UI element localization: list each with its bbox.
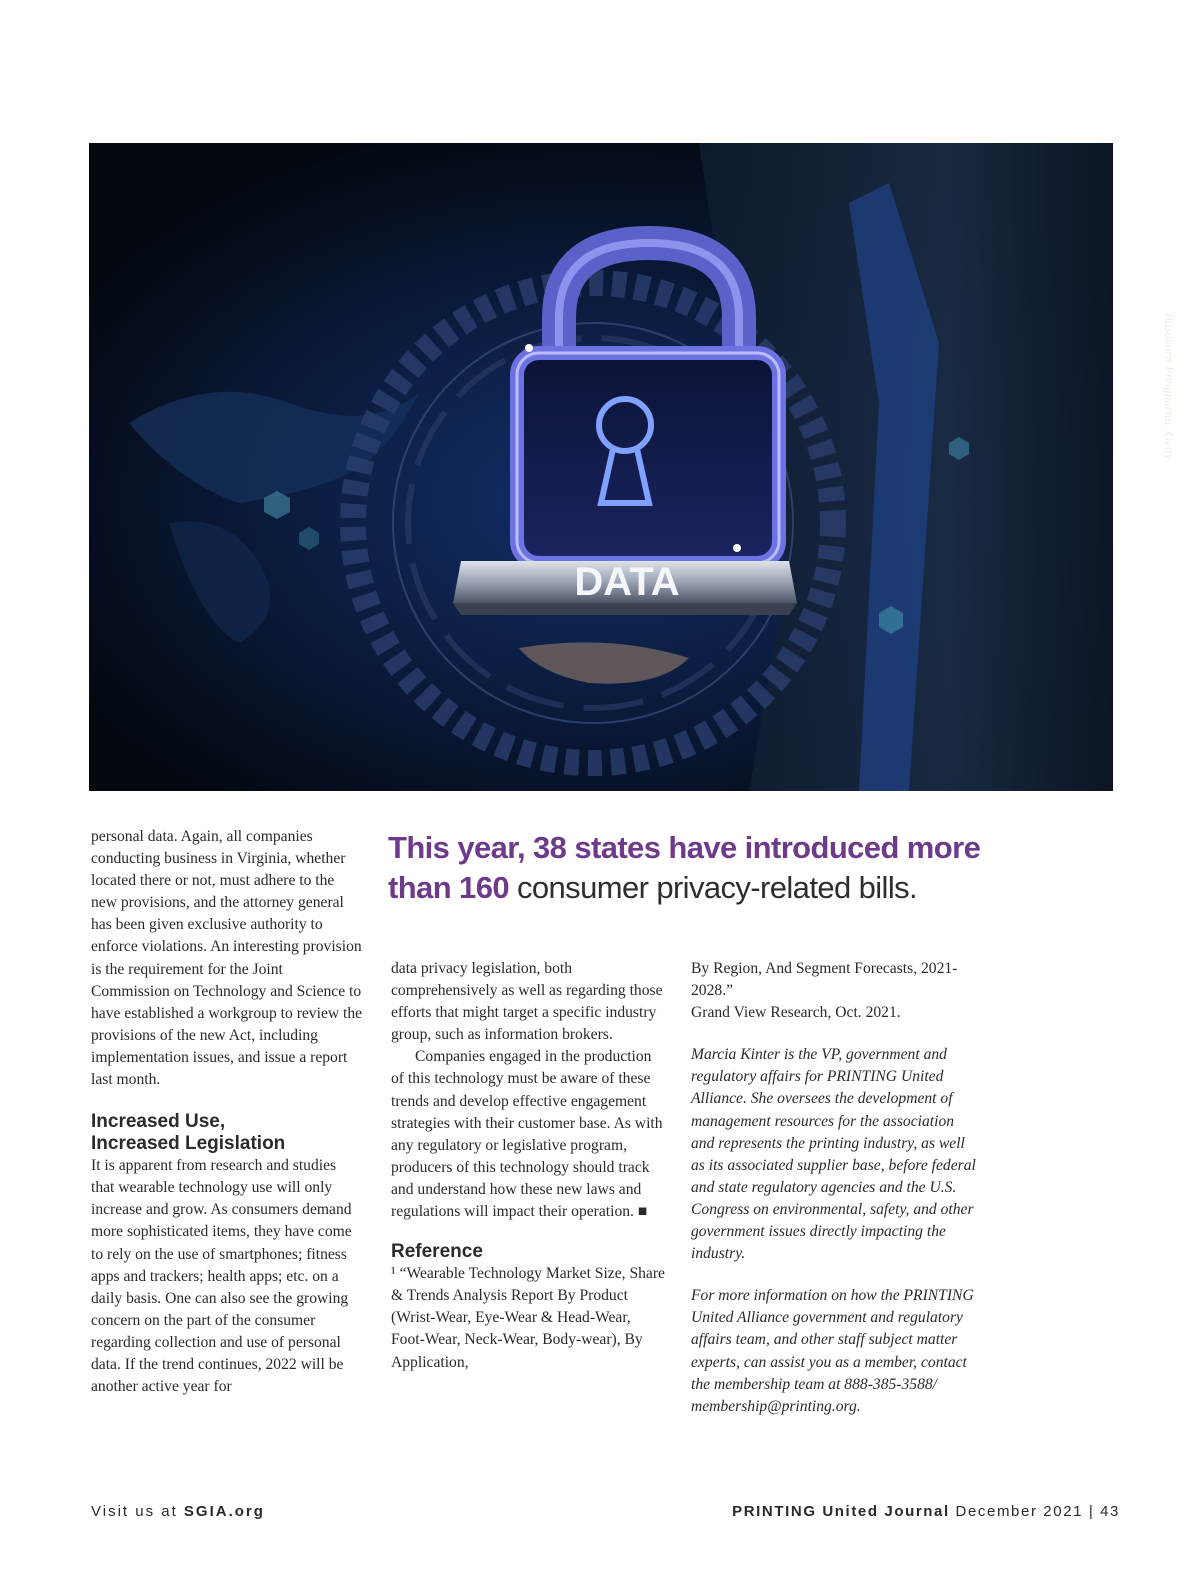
footer-folio: PRINTING United Journal December 2021 | 43	[732, 1503, 1120, 1520]
column-right	[691, 958, 976, 1418]
reference-continued: By Region, And Segment Forecasts, 2021-2028.”	[691, 960, 958, 1000]
section-heading: Increased Use, Increased Legislation	[91, 1111, 286, 1155]
pull-quote	[388, 828, 1028, 908]
reference-heading: Reference	[391, 1241, 483, 1263]
contact-info: For more information on how the PRINTING United Alliance government and regulatory affairs team, and other staff subject matter experts, can assist you as a member, contact the membership team at 888-385-3588/ membership@printing.org.	[691, 1287, 974, 1415]
column-middle	[391, 958, 666, 1374]
body-paragraph: personal data. Again, all companies conducting business in Virginia, whether located there or not, must adhere to the new provisions, and the attorney general has been given exclusive authority to enforce violations. An interesting provision is the requirement for the Joint Commission on Technology and Science to have established a workgroup to review the provisions of the new Act, including implementation issues, and issue a report last month.	[91, 828, 363, 1089]
reference-text: ¹ “Wearable Technology Market Size, Share & Trends Analysis Report By Product (Wrist-Wear, Eye-Wear & Head-Wear, Foot-Wear, Neck-Wear, Body-wear), By Application,	[391, 1265, 665, 1371]
column-left	[91, 826, 363, 1398]
hero-photo	[89, 143, 1177, 791]
padlock-illustration	[89, 143, 1113, 791]
footer-website: Visit us at SGIA.org	[91, 1503, 265, 1520]
body-paragraph: data privacy legislation, both comprehensively as well as regarding those efforts that might target a specific industry group, such as information brokers.	[391, 960, 663, 1044]
body-paragraph: Companies engaged in the production of this technology must be aware of these trends and develop effective engagement strategies with their customer base. As with any regulatory or legislative program, producers of this technology should track and understand how these new laws and regulations will impact their operation. ■	[391, 1048, 663, 1221]
plaque-label: DATA	[574, 560, 680, 604]
pull-quote-highlight: This year, 38 states have introduced more than 160	[388, 830, 981, 905]
author-bio: Marcia Kinter is the VP, government and regulatory affairs for PRINTING United Alliance. She oversees the development of management resources for the association and represents the printing industry, as well as its associated supplier base, before federal and state regulatory agencies and the U.S. Congress on environmental, safety, and other government issues directly impacting the industry.	[691, 1046, 976, 1263]
photo-credit: Busakorn Pongparnit, Getty.	[1162, 313, 1177, 463]
body-paragraph: It is apparent from research and studies that wearable technology use will only increase and grow. As consumers demand more sophisticated items, they have come to rely on the use of smartphones; fitness apps and trackers; health apps; etc. on a daily basis. One can also see the growing concern on the part of the consumer regarding collection and use of personal data. If the trend continues, 2022 will be another active year for	[91, 1157, 352, 1396]
reference-source: Grand View Research, Oct. 2021.	[691, 1004, 901, 1022]
pull-quote-rest: consumer privacy-related bills.	[508, 870, 918, 905]
website-link[interactable]: SGIA.org	[183, 1503, 265, 1520]
